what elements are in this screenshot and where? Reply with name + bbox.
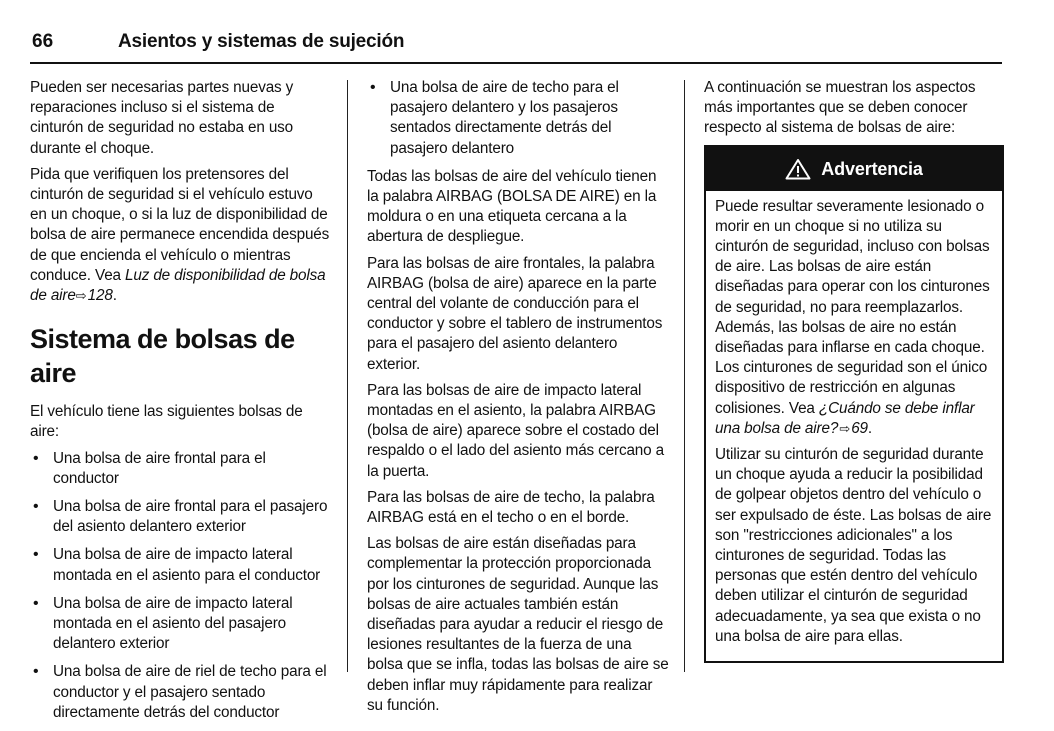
arrow-right-outline-icon: ⇨ [75, 288, 87, 304]
list-item: • Una bolsa de aire de techo para el pasajero delantero y los pasajeros sentados directamente detrás del pasajero delantero [367, 78, 669, 159]
airbag-list-continued [367, 78, 669, 159]
list-item: • Una bolsa de aire de impacto lateral montada en el asiento para el conductor [30, 545, 330, 585]
section-heading: Sistema de bolsas de aire [30, 324, 295, 389]
warning-paragraph-2: Utilizar su cinturón de seguridad durante un choque ayuda a reducir la posibilidad de golpear objetos dentro del vehículo o ser expulsado de éste. Las bolsas de aire son "restricciones adicionales" a los cinturones de seguridad. Todas las personas que estén dentro del vehículo deben utilizar el cinturón de seguridad adecuadamente, ya sea que exista o no una bolsa de aire para ellas. [715, 446, 992, 645]
warning-box [704, 145, 1004, 663]
airbag-list [30, 449, 330, 723]
list-item: • Una bolsa de aire frontal para el pasajero del asiento delantero exterior [30, 497, 330, 537]
pretensioners-text: Pida que verifiquen los pretensores del cinturón de seguridad si el vehículo estuvo en un choque, o si la luz de disponibilidad de bolsa de aire permanece encendida después de que encienda el vehículo o mientras conduce. Vea [30, 165, 330, 284]
warning-header [706, 147, 1002, 191]
paragraph-repairs: Pueden ser necesarias partes nuevas y reparaciones incluso si el sistema de cinturón de seguridad no estaba en uso durante el choque. [30, 79, 294, 157]
column-3 [704, 78, 1004, 663]
warning-text: Puede resultar severamente lesionado o morir en un choque si no utiliza su cinturón de seguridad, incluso con bolsas de aire. Las bolsas de aire están diseñadas para operar con los cinturones de seguridad, no para reemplazarlos. Además, las bolsas de aire no están diseñadas para inflarse en cada choque. Los cinturones de seguridad son el único dispositivo de restricción en algunas colisiones. Vea [715, 197, 990, 417]
page-header [30, 30, 1002, 64]
arrow-right-outline-icon: ⇨ [839, 420, 851, 436]
column-1 [30, 78, 330, 731]
xref-when-airbag-inflates[interactable]: ¿Cuándo se debe inflar una bolsa de aire? [715, 399, 975, 437]
list-item: • Una bolsa de aire de impacto lateral montada en el asiento del pasajero delantero exterior [30, 594, 330, 655]
warning-triangle-icon [785, 158, 811, 180]
paragraph-intro: El vehículo tiene las siguientes bolsas de aire: [30, 403, 303, 441]
paragraph-side-impact: Para las bolsas de aire de impacto lateral montadas en el asiento, la palabra AIRBAG (bolsa de aire) aparece sobre el costado del respaldo o el lado del asiento más cercano a la puerta. [367, 381, 664, 480]
column-divider-1 [347, 80, 348, 672]
paragraph-key-points: A continuación se muestran los aspectos más importantes que se deben conocer respecto al sistema de bolsas de aire: [704, 79, 976, 137]
column-2 [367, 78, 669, 722]
xref-airbag-readiness-light[interactable]: Luz de disponibilidad de bolsa de aire [30, 266, 326, 305]
warning-paragraph-1: Puede resultar severamente lesionado o morir en un choque si no utiliza su cinturón de seguridad, incluso con bolsas de aire. Las bolsas de aire están diseñadas para operar con los cinturones de seguridad, no para reemplazarlos. Además, las bolsas de aire no están diseñadas para inflarse en cada choque. Los cinturones de seguridad son el único dispositivo de restricción en algunas colisiones. Vea ¿Cuándo se debe inflar una bolsa de aire? ⇨ 69. [715, 197, 993, 439]
paragraph-pretensioners: Pida que verifiquen los pretensores del cinturón de seguridad si el vehículo estuvo en un choque, o si la luz de disponibilidad de bolsa de aire permanece encendida después de que encienda el vehículo o mientras conduce. Vea Luz de disponibilidad de bolsa de aire⇨ 128. [30, 165, 330, 306]
xref-page-number[interactable]: 69 [851, 419, 868, 437]
list-item: • Una bolsa de aire frontal para el conductor [30, 449, 330, 489]
page-number: 66 [32, 31, 54, 52]
paragraph-frontal: Para las bolsas de aire frontales, la palabra AIRBAG (bolsa de aire) aparece en la parte central del volante de conducción para el conductor y sobre el tablero de instrumentos para el pasajero del asiento delantero exterior. [367, 254, 663, 373]
list-item: • Una bolsa de aire de riel de techo para el conductor y el pasajero sentado directamente detrás del conductor [30, 662, 330, 723]
column-divider-2 [684, 80, 685, 672]
warning-title: Advertencia [821, 158, 923, 179]
paragraph-roof: Para las bolsas de aire de techo, la palabra AIRBAG está en el techo o en el borde. [367, 488, 655, 527]
paragraph-airbag-label: Todas las bolsas de aire del vehículo tienen la palabra AIRBAG (BOLSA DE AIRE) en la moldura o en una etiqueta cercana a la abertura de despliegue. [367, 167, 657, 246]
paragraph-design: Las bolsas de aire están diseñadas para complementar la protección proporcionada por los cinturones de seguridad. Aunque las bolsas de aire actuales también están diseñadas para ayudar a reducir el riesgo de lesiones resultantes de la fuerza de una bolsa que se infla, todas las bolsas de aire se deben inflar muy rápidamente para realizar su función. [367, 535, 669, 714]
warning-body [706, 191, 1002, 661]
xref-page-number[interactable]: 128 [87, 287, 113, 305]
page-title: Asientos y sistemas de sujeción [118, 31, 405, 52]
